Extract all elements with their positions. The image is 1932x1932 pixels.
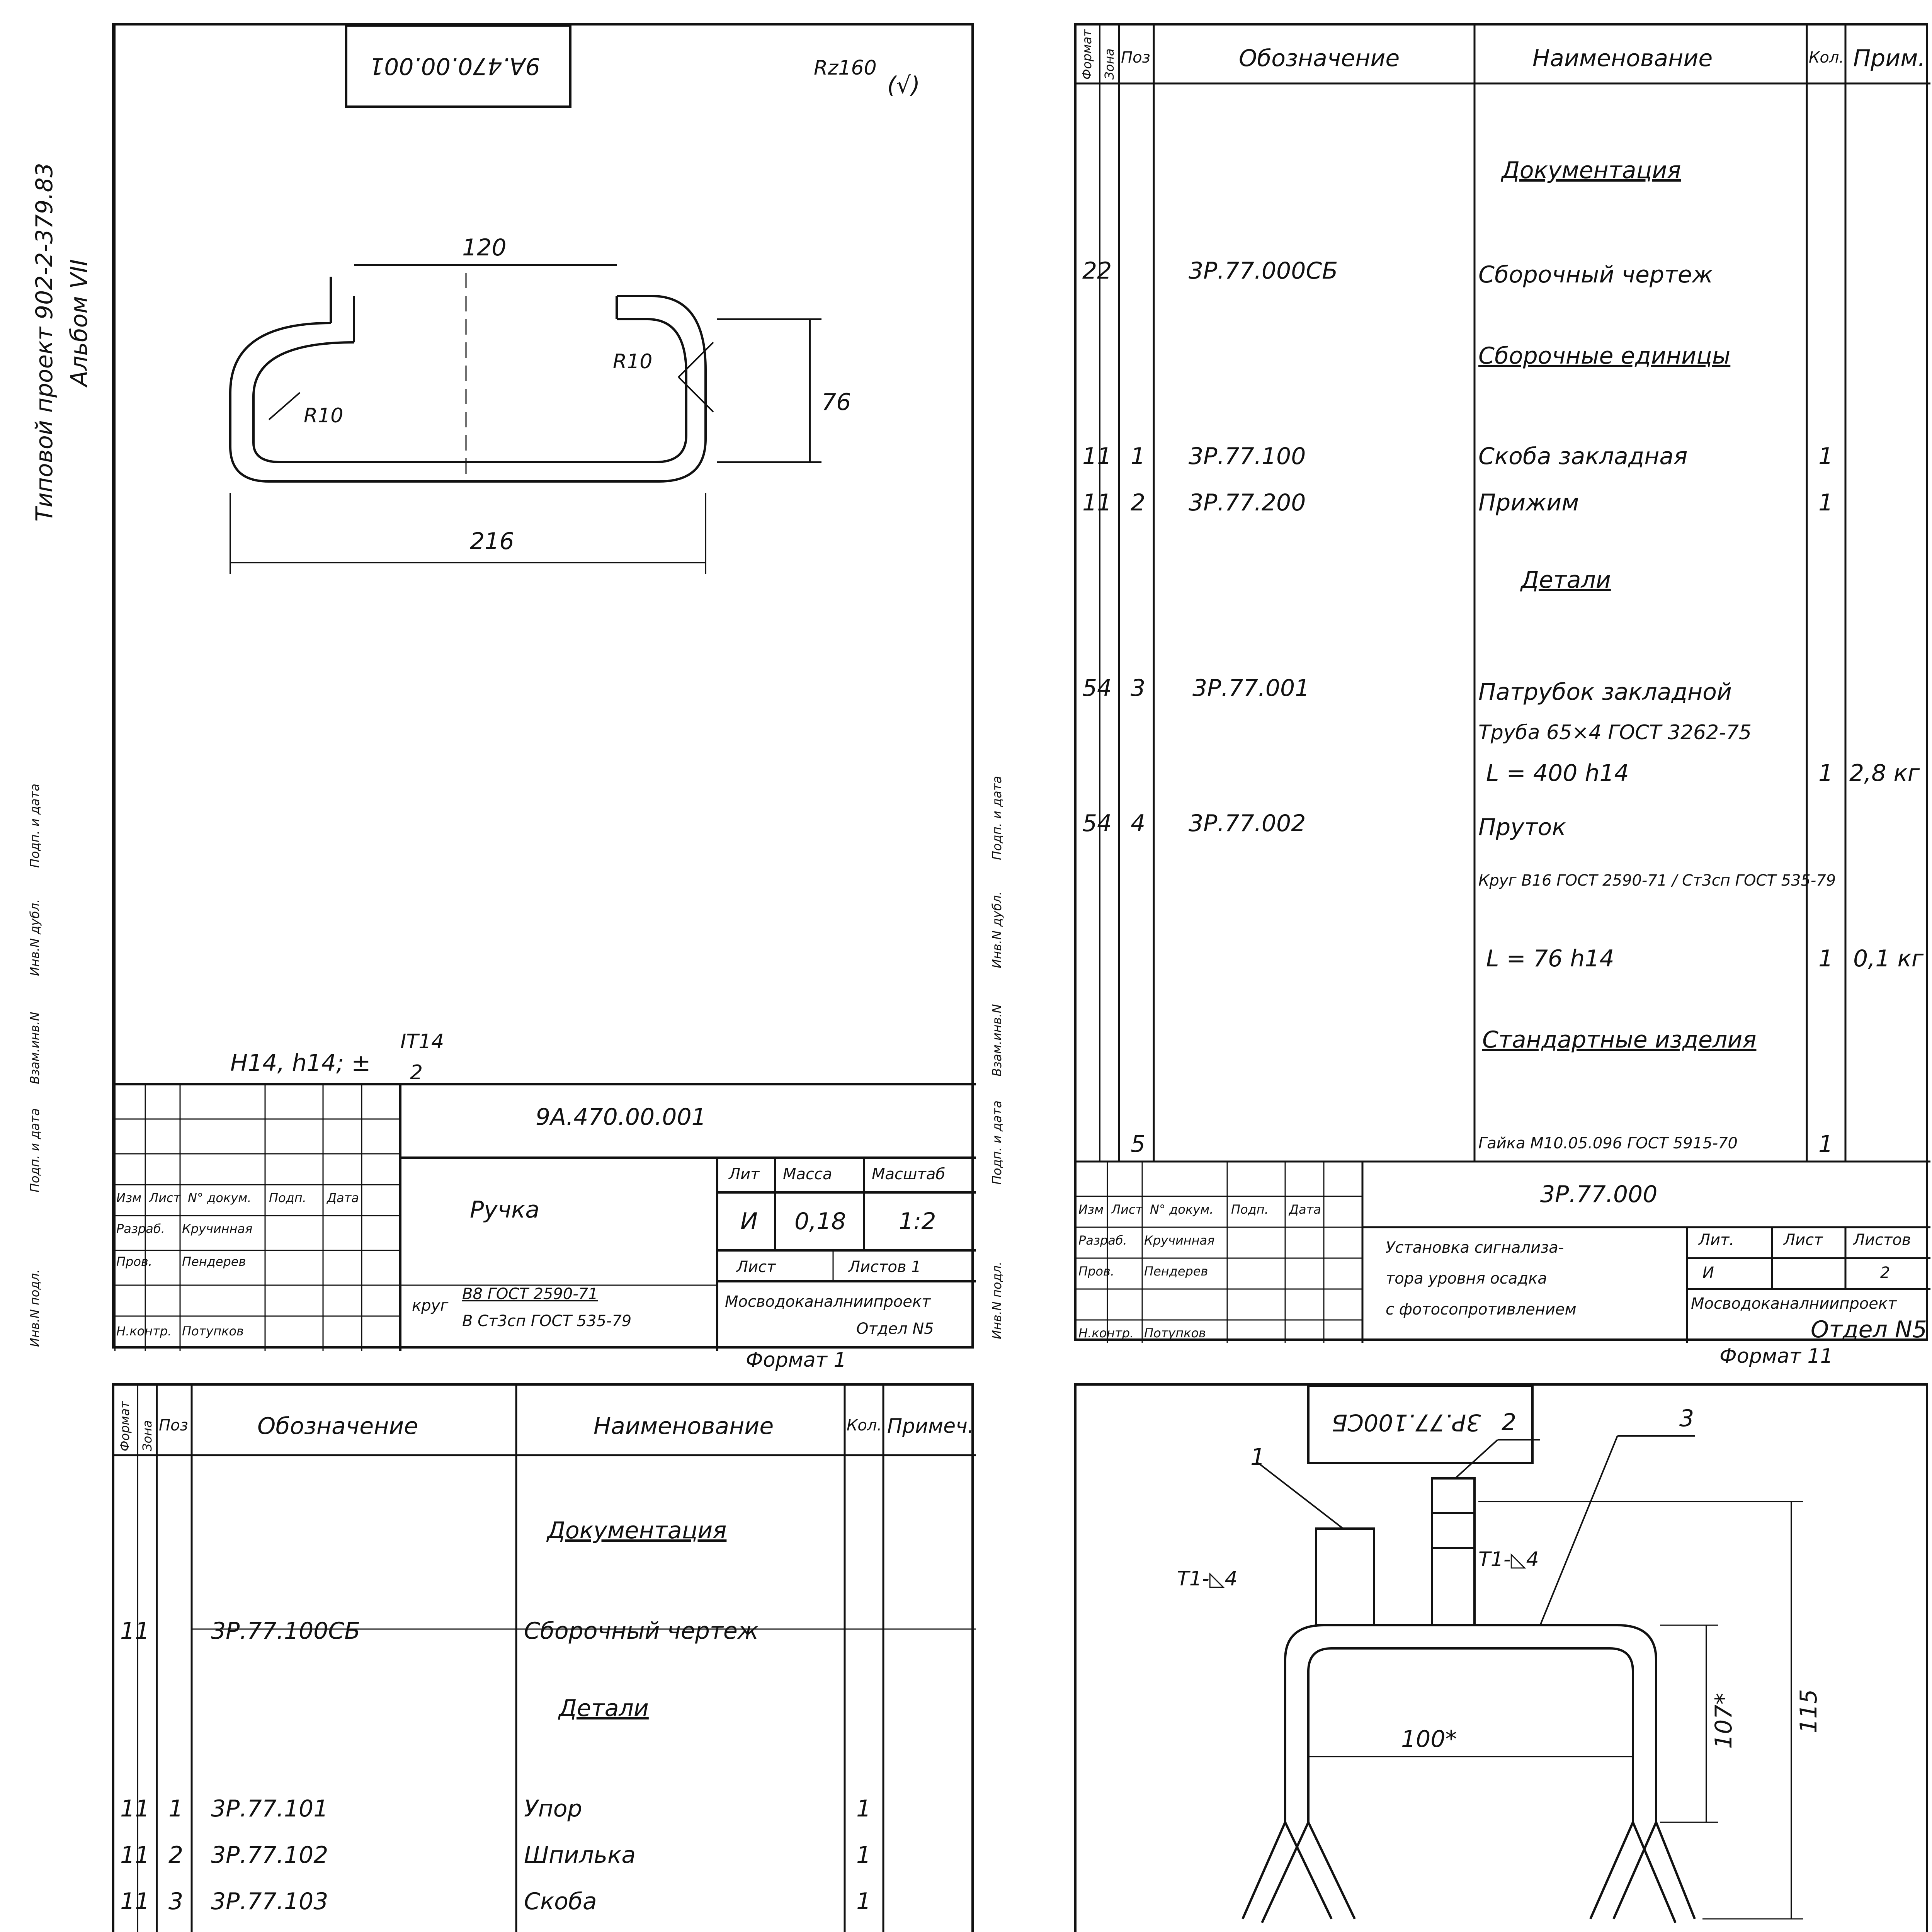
spec-name: Документация <box>547 1517 727 1544</box>
dim-76: 76 <box>821 389 851 416</box>
sheet2-stamp-h3: Подп. <box>1231 1202 1269 1217</box>
spec-pos: 3 <box>1131 675 1146 702</box>
spec-pos: 2 <box>168 1842 184 1869</box>
sheet2-title-l3: с фотосопротивлением <box>1386 1301 1577 1318</box>
spec-qty: 1 <box>856 1842 871 1869</box>
spec-pos: 4 <box>1131 810 1146 837</box>
sheet1-stamp-h1: Лист <box>149 1190 181 1205</box>
spec-name: Стандартные изделия <box>1482 1026 1757 1053</box>
spec-name: Сборочный чертеж <box>1478 261 1713 288</box>
sheet4-drawing <box>1077 1386 1930 1932</box>
sheet2-role-1: Пров. <box>1078 1264 1114 1279</box>
spec-desig: 3Р.77.101 <box>211 1795 328 1822</box>
sheet2-lit-hdr: Лит. <box>1699 1231 1735 1249</box>
sheet2-margin-2: Взам.инв.N <box>990 1004 1004 1077</box>
sheet3-hdr-note: Примеч. <box>887 1415 974 1438</box>
callout-2: 2 <box>1502 1409 1517 1436</box>
sheet1-format: Формат 1 <box>746 1349 847 1372</box>
sheet2-org: Мосводоканалниипроект <box>1691 1295 1897 1313</box>
sheet2-title-l1: Установка сигнализа- <box>1386 1239 1564 1257</box>
sheet2-role-3: Н.контр. <box>1078 1326 1134 1340</box>
sheet1-stamp-h4: Дата <box>327 1190 359 1205</box>
sheet2-name-1: Пендерев <box>1144 1264 1208 1279</box>
sheet2-margin-3: Инв.N дубл. <box>990 891 1004 968</box>
spec-name: Упор <box>524 1795 582 1822</box>
sheet2-stamp-h4: Дата <box>1289 1202 1321 1217</box>
sheet1-margin-4: Подп. и дата <box>27 784 42 868</box>
sheet2-format: Формат 11 <box>1719 1345 1833 1368</box>
sheet1-role-3: Н.контр. <box>116 1324 172 1338</box>
sheet2-hdr-pos: Поз <box>1121 49 1150 66</box>
spec-desig: 3Р.77.103 <box>211 1888 328 1915</box>
spec-desig: 3Р.77.100 <box>1189 443 1306 470</box>
sheet1-lit: И <box>740 1208 758 1235</box>
material-prefix: круг <box>412 1297 449 1315</box>
sheet2-name-3: Потупков <box>1144 1326 1206 1340</box>
dim-216: 216 <box>470 528 514 555</box>
sheet1-drawing <box>114 26 976 1351</box>
spec-qty: 1 <box>1818 489 1833 516</box>
sheet1-role-1: Пров. <box>116 1254 152 1269</box>
sheet2-stamp-h1: Лист <box>1111 1202 1143 1217</box>
sheet3-hdr-name: Наименование <box>594 1413 774 1440</box>
material-top: В8 ГОСТ 2590-71 <box>462 1285 598 1303</box>
sheet2-dept: Отдел N5 <box>1811 1316 1927 1343</box>
sheet1-margin-0: Инв.N подл. <box>27 1269 42 1347</box>
sheet2-lit: И <box>1702 1264 1714 1282</box>
sheet2-hdr-format: Формат <box>1080 29 1094 80</box>
sheet-spec-bracket <box>112 1383 974 1932</box>
sheet1-lit-hdr: Лит <box>729 1165 760 1183</box>
sheet1-stamp-h3: Подп. <box>269 1190 306 1205</box>
sheet2-role-0: Разраб. <box>1078 1233 1127 1248</box>
spec-name: Детали <box>1521 566 1611 594</box>
sheet2-code: 3Р.77.000 <box>1540 1181 1658 1208</box>
sheet1-margin-1: Подп. и дата <box>27 1108 42 1192</box>
sheet1-stamp-h2: N° докум. <box>188 1190 252 1205</box>
sheet1-name-3: Потупков <box>182 1324 244 1338</box>
spec-name: Прижим <box>1478 489 1579 516</box>
spec-name: Шпилька <box>524 1842 636 1869</box>
sheet2-hdr-name: Наименование <box>1532 45 1713 72</box>
spec-name: Скоба закладная <box>1478 443 1688 470</box>
spec-format: 11 <box>1082 489 1112 516</box>
spec-qty: 1 <box>1818 945 1833 972</box>
spec-name: Скоба <box>524 1888 597 1915</box>
sheet2-hdr-desig: Обозначение <box>1239 45 1400 72</box>
album-label: Альбом VII <box>66 259 93 386</box>
sheet2-sheet-hdr: Лист <box>1784 1231 1823 1249</box>
spec-format: 11 <box>120 1842 150 1869</box>
callout-3: 3 <box>1679 1405 1694 1432</box>
spec-format: 11 <box>1082 443 1112 470</box>
sheet2-name-0: Кручинная <box>1144 1233 1215 1248</box>
spec-name: Сборочные единицы <box>1478 342 1731 369</box>
sheet1-stamp-h0: Изм <box>116 1190 142 1205</box>
sheet3-hdr-zone: Зона <box>140 1420 155 1451</box>
dim-115: 115 <box>1795 1689 1822 1733</box>
tolerance-num: IT14 <box>400 1030 444 1053</box>
sheet1-scale: 1:2 <box>899 1208 936 1235</box>
spec-pos: 1 <box>1131 443 1146 470</box>
sheet1-sheet-lbl: Лист <box>736 1258 776 1276</box>
spec-note: 2,8 кг <box>1849 760 1920 787</box>
spec-format: 11 <box>120 1888 150 1915</box>
spec-name: Патрубок закладной <box>1478 679 1732 706</box>
callout-1: 1 <box>1250 1444 1265 1471</box>
dim-107: 107* <box>1710 1693 1737 1749</box>
dim-r10-left: R10 <box>304 404 344 427</box>
spec-desig: 3Р.77.102 <box>211 1842 328 1869</box>
sheet1-name-0: Кручинная <box>182 1221 253 1236</box>
sheet1-margin-2: Взам.инв.N <box>27 1012 42 1084</box>
sheet2-sheets: 2 <box>1880 1264 1890 1282</box>
sheet2-hdr-zone: Зона <box>1102 48 1117 80</box>
sheet2-stamp-h0: Изм <box>1078 1202 1104 1217</box>
sheet3-hdr-qty: Кол. <box>847 1417 882 1434</box>
spec-name: Сборочный чертеж <box>524 1617 759 1645</box>
sheet1-mass-hdr: Масса <box>783 1165 832 1183</box>
dim-120: 120 <box>462 234 507 261</box>
spec-pos: 2 <box>1131 489 1146 516</box>
spec-pos: 1 <box>168 1795 184 1822</box>
dim-r10-right: R10 <box>613 350 653 373</box>
tolerance-note: H14, h14; ± <box>230 1049 371 1077</box>
tolerance-den: 2 <box>410 1061 423 1084</box>
spec-name: L = 400 h14 <box>1486 760 1629 787</box>
weld-right: Т1-◺4 <box>1478 1548 1539 1571</box>
project-label: Типовой проект 902-2-379.83 <box>31 163 58 522</box>
sheet2-margin-1: Подп. и дата <box>990 1100 1004 1185</box>
sheet2-hdr-note: Прим. <box>1853 45 1925 72</box>
spec-format: 54 <box>1082 810 1112 837</box>
roughness-label: Rz160 <box>814 56 877 80</box>
spec-desig: 3Р.77.100СБ <box>211 1617 361 1645</box>
spec-name: Круг В16 ГОСТ 2590-71 / Ст3сп ГОСТ 535-79 <box>1478 872 1836 889</box>
sheet-assembly-drawing <box>1074 1383 1928 1932</box>
sheet1-mass: 0,18 <box>794 1208 846 1235</box>
spec-qty: 1 <box>856 1888 871 1915</box>
spec-name: Труба 65×4 ГОСТ 3262-75 <box>1478 721 1752 744</box>
spec-pos: 5 <box>1131 1131 1146 1158</box>
sheet1-role-0: Разраб. <box>116 1221 165 1236</box>
sheet1-top-code: 9А.470.00.001 <box>369 53 540 80</box>
sheet2-title-l2: тора уровня осадка <box>1386 1270 1547 1287</box>
spec-name: L = 76 h14 <box>1486 945 1614 972</box>
sheet2-margin-4: Подп. и дата <box>990 776 1004 860</box>
spec-qty: 1 <box>1818 760 1833 787</box>
spec-name: Документация <box>1502 157 1681 184</box>
spec-desig: 3Р.77.200 <box>1189 489 1306 516</box>
sheet2-sheets-hdr: Листов <box>1853 1231 1911 1249</box>
sheet1-margin-3: Инв.N дубл. <box>27 899 42 976</box>
roughness-mark: (√) <box>887 72 920 99</box>
spec-format: 11 <box>120 1617 150 1645</box>
spec-note: 0,1 кг <box>1853 945 1924 972</box>
sheet3-hdr-pos: Поз <box>159 1417 188 1434</box>
spec-desig: 3Р.77.001 <box>1192 675 1310 702</box>
sheet3-hdr-format: Формат <box>117 1401 132 1451</box>
spec-qty: 1 <box>1818 1131 1833 1158</box>
sheet1-org: Мосводоканалниипроект <box>725 1293 931 1311</box>
sheet1-sheets-lbl: Листов 1 <box>849 1258 921 1276</box>
spec-name: Пруток <box>1478 814 1566 841</box>
sheet2-hdr-qty: Кол. <box>1809 49 1844 66</box>
spec-name: Гайка М10.05.096 ГОСТ 5915-70 <box>1478 1134 1738 1152</box>
sheet-spec-assembly <box>990 23 1928 1343</box>
spec-format: 22 <box>1082 257 1112 284</box>
sheet2-margin-0: Инв.N подл. <box>990 1261 1004 1339</box>
material-bottom: В Ст3сп ГОСТ 535-79 <box>462 1312 632 1330</box>
dim-100: 100* <box>1401 1726 1457 1753</box>
spec-qty: 1 <box>1818 443 1833 470</box>
spec-pos: 3 <box>168 1888 184 1915</box>
spec-qty: 1 <box>856 1795 871 1822</box>
sheet1-scale-hdr: Масштаб <box>872 1165 946 1183</box>
spec-format: 11 <box>120 1795 150 1822</box>
sheet1-name-1: Пендерев <box>182 1254 246 1269</box>
sheet4-top-code: 3Р.77.100СБ <box>1332 1409 1481 1436</box>
spec-desig: 3Р.77.002 <box>1189 810 1306 837</box>
sheet1-title: Ручка <box>470 1196 540 1223</box>
sheet3-hdr-desig: Обозначение <box>257 1413 418 1440</box>
weld-left: Т1-◺4 <box>1177 1567 1238 1590</box>
spec-desig: 3Р.77.000СБ <box>1189 257 1338 284</box>
spec-format: 54 <box>1082 675 1112 702</box>
sheet1-dept: Отдел N5 <box>856 1320 934 1338</box>
spec-name: Детали <box>559 1695 649 1722</box>
sheet2-stamp-h2: N° докум. <box>1150 1202 1214 1217</box>
sheet1-code: 9А.470.00.001 <box>536 1104 706 1131</box>
